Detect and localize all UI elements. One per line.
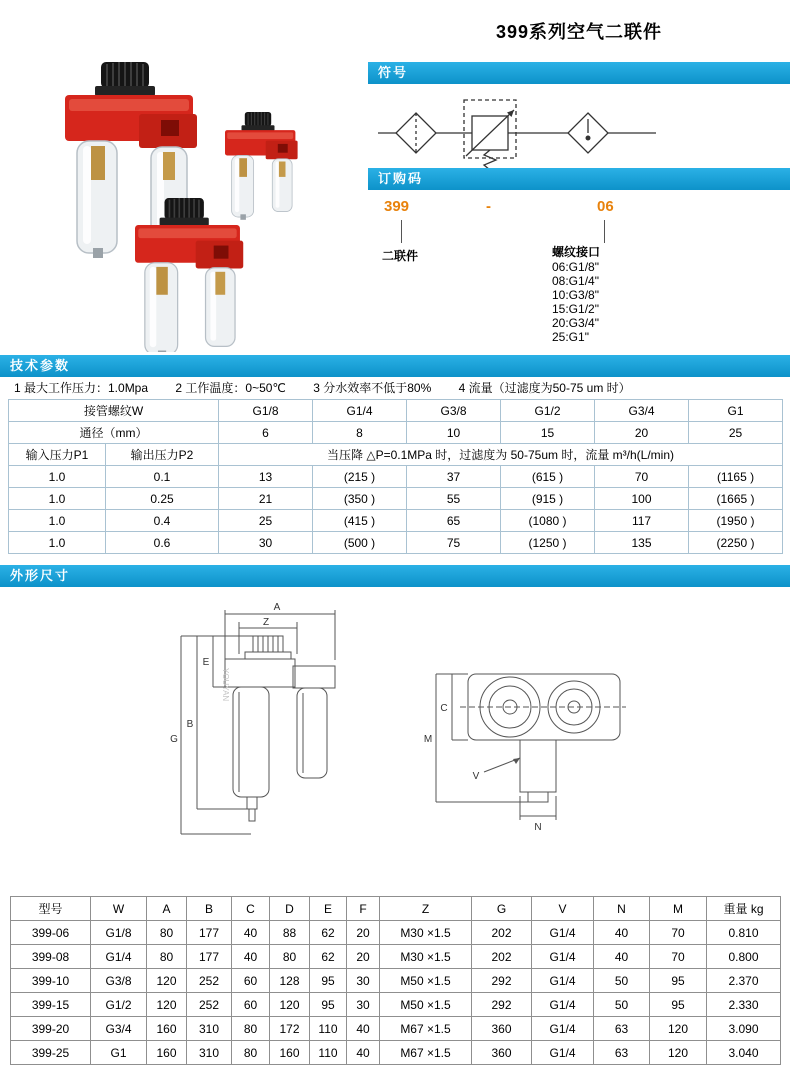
table-cell: 30 — [347, 993, 380, 1017]
table-cell: 当压降 △P=0.1MPa 时，过滤度为 50-75um 时，流量 m³/h(L/min) — [219, 444, 783, 466]
table-cell: 0.4 — [106, 510, 219, 532]
table-cell: 63 — [594, 1017, 650, 1041]
order-series-code: 399 — [384, 198, 410, 215]
table-cell: 95 — [310, 969, 347, 993]
table-cell: 40 — [232, 945, 270, 969]
table-cell: 8 — [313, 422, 407, 444]
table-header-cell: N — [594, 897, 650, 921]
thread-size-option: 06:G1/8" — [552, 260, 599, 274]
table-cell: G1/4 — [532, 1041, 594, 1065]
table-cell: 63 — [594, 1041, 650, 1065]
table-cell: 13 — [219, 466, 313, 488]
table-row — [9, 488, 783, 510]
table-cell: G1 — [91, 1041, 147, 1065]
table-header-cell: D — [270, 897, 310, 921]
table-cell: 70 — [595, 466, 689, 488]
table-cell: 88 — [270, 921, 310, 945]
dim-label-c: C — [440, 703, 448, 714]
table-row — [9, 466, 783, 488]
table-cell: 80 — [270, 945, 310, 969]
table-cell: 62 — [310, 945, 347, 969]
table-cell: 20 — [595, 422, 689, 444]
table-cell: M50 ×1.5 — [380, 969, 472, 993]
table-cell: 0.810 — [707, 921, 781, 945]
table-cell: 30 — [219, 532, 313, 554]
table-cell: 160 — [147, 1041, 187, 1065]
table-cell: 177 — [187, 921, 232, 945]
table-row — [11, 1041, 781, 1065]
table-cell: (1250 ) — [501, 532, 595, 554]
table-cell: G1/4 — [532, 921, 594, 945]
table-cell: (215 ) — [313, 466, 407, 488]
table-cell: 399-15 — [11, 993, 91, 1017]
dim-table-body — [11, 921, 781, 1065]
pneumatic-circuit-symbol — [372, 88, 662, 180]
table-cell: 252 — [187, 993, 232, 1017]
table-cell: 0.6 — [106, 532, 219, 554]
table-cell: (2250 ) — [689, 532, 783, 554]
thread-size-option: 08:G1/4" — [552, 274, 599, 288]
table-cell: 30 — [347, 969, 380, 993]
table-cell: 80 — [147, 945, 187, 969]
table-cell: 80 — [232, 1041, 270, 1065]
table-cell: 20 — [347, 921, 380, 945]
table-cell: 399-08 — [11, 945, 91, 969]
section-header-order-code: 订购码 — [368, 168, 790, 190]
table-cell: 360 — [472, 1017, 532, 1041]
table-cell: 120 — [650, 1041, 707, 1065]
table-cell: M30 ×1.5 — [380, 921, 472, 945]
table-cell: 25 — [219, 510, 313, 532]
table-header-cell: W — [91, 897, 147, 921]
table-cell: 1.0 — [9, 532, 106, 554]
table-cell: 0.800 — [707, 945, 781, 969]
product-photo — [45, 50, 355, 352]
table-cell: 172 — [270, 1017, 310, 1041]
table-cell: 10 — [407, 422, 501, 444]
table-cell: 0.25 — [106, 488, 219, 510]
table-cell: G3/8 — [407, 400, 501, 422]
table-cell: 202 — [472, 945, 532, 969]
table-row — [9, 532, 783, 554]
table-cell: 110 — [310, 1041, 347, 1065]
table-cell: 120 — [650, 1017, 707, 1041]
table-cell: G3/4 — [595, 400, 689, 422]
table-cell: 202 — [472, 921, 532, 945]
table-cell: G1/2 — [501, 400, 595, 422]
top-view-svg — [410, 650, 660, 860]
table-cell: 252 — [187, 969, 232, 993]
table-cell: 60 — [232, 993, 270, 1017]
thread-size-options — [552, 260, 599, 344]
table-cell: G1/8 — [219, 400, 313, 422]
table-cell: 95 — [650, 993, 707, 1017]
table-row — [11, 969, 781, 993]
table-cell: (1665 ) — [689, 488, 783, 510]
table-cell: 40 — [594, 945, 650, 969]
thread-size-option: 25:G1" — [552, 330, 589, 344]
dim-label-b: B — [186, 719, 194, 730]
table-cell: 21 — [219, 488, 313, 510]
table-cell: G1/4 — [91, 945, 147, 969]
thread-size-option: 10:G3/8" — [552, 288, 599, 302]
table-cell: 128 — [270, 969, 310, 993]
table-cell: 120 — [270, 993, 310, 1017]
table-cell: G1/4 — [532, 969, 594, 993]
thread-size-option: 20:G3/4" — [552, 316, 599, 330]
front-view-drawing — [165, 596, 395, 888]
table-cell: 输入压力P1 — [9, 444, 106, 466]
table-cell: 95 — [650, 969, 707, 993]
table-cell: 117 — [595, 510, 689, 532]
table-cell: G1/4 — [532, 993, 594, 1017]
tech-table-body — [9, 466, 783, 554]
table-cell: G1/4 — [532, 1017, 594, 1041]
table-cell: M30 ×1.5 — [380, 945, 472, 969]
table-cell: 75 — [407, 532, 501, 554]
table-cell: 3.090 — [707, 1017, 781, 1041]
table-cell: 70 — [650, 945, 707, 969]
table-cell: (350 ) — [313, 488, 407, 510]
dim-label-m: M — [423, 734, 433, 745]
table-cell: 292 — [472, 993, 532, 1017]
dim-label-g: G — [170, 734, 178, 745]
tech-notes — [14, 379, 784, 396]
dim-label-z: Z — [262, 617, 270, 628]
table-header-row — [11, 897, 781, 921]
table-header-cell: M — [650, 897, 707, 921]
table-row — [11, 921, 781, 945]
tech-note: 1 最大工作压力：1.0Mpa — [14, 381, 149, 395]
table-cell: G1/4 — [532, 945, 594, 969]
table-cell: 1.0 — [9, 488, 106, 510]
table-header-cell: F — [347, 897, 380, 921]
table-header-cell: E — [310, 897, 347, 921]
table-cell: 接管螺纹W — [9, 400, 219, 422]
table-cell: 20 — [347, 945, 380, 969]
table-cell: 40 — [347, 1017, 380, 1041]
table-cell: 25 — [689, 422, 783, 444]
table-cell: 80 — [232, 1017, 270, 1041]
order-size-label: 螺纹接口 — [552, 245, 601, 259]
table-cell: M67 ×1.5 — [380, 1041, 472, 1065]
table-cell: 399-25 — [11, 1041, 91, 1065]
table-header-cell: 型号 — [11, 897, 91, 921]
table-cell: (1080 ) — [501, 510, 595, 532]
page-title: 399系列空气二联件 — [495, 22, 663, 42]
table-row — [11, 945, 781, 969]
table-cell: (1165 ) — [689, 466, 783, 488]
table-cell: 40 — [594, 921, 650, 945]
table-cell: G1/8 — [91, 921, 147, 945]
table-cell: 37 — [407, 466, 501, 488]
table-cell: (915 ) — [501, 488, 595, 510]
table-cell: 输出压力P2 — [106, 444, 219, 466]
table-row — [11, 993, 781, 1017]
dim-label-n: N — [534, 822, 542, 833]
front-view-svg — [165, 596, 395, 888]
table-cell: G3/4 — [91, 1017, 147, 1041]
table-cell: G1/4 — [313, 400, 407, 422]
table-cell: 399-06 — [11, 921, 91, 945]
table-cell: 2.370 — [707, 969, 781, 993]
table-cell: 120 — [147, 969, 187, 993]
order-connector-line-size — [604, 220, 605, 243]
table-cell: 292 — [472, 969, 532, 993]
tech-specs-table — [8, 399, 783, 554]
table-cell: 360 — [472, 1041, 532, 1065]
table-header-cell: B — [187, 897, 232, 921]
table-row — [9, 510, 783, 532]
dim-label-v: V — [472, 771, 480, 782]
table-cell: 110 — [310, 1017, 347, 1041]
table-cell: 通径（mm） — [9, 422, 219, 444]
dimensions-table — [10, 896, 781, 1065]
table-header-cell: C — [232, 897, 270, 921]
table-header-cell: A — [147, 897, 187, 921]
table-row — [9, 400, 783, 422]
table-cell: G1 — [689, 400, 783, 422]
table-cell: 1.0 — [9, 466, 106, 488]
tech-note: 3 分水效率不低于80% — [313, 381, 432, 395]
tech-note: 4 流量（过滤度为50-75 um 时） — [458, 381, 631, 395]
dim-label-e: E — [202, 657, 210, 668]
table-cell: 310 — [187, 1041, 232, 1065]
table-cell: 310 — [187, 1017, 232, 1041]
section-header-symbol: 符号 — [368, 62, 790, 84]
table-cell: (1950 ) — [689, 510, 783, 532]
top-view-drawing — [410, 650, 660, 860]
table-cell: (500 ) — [313, 532, 407, 554]
order-code-dash: - — [486, 198, 491, 215]
table-cell: 0.1 — [106, 466, 219, 488]
table-cell: 3.040 — [707, 1041, 781, 1065]
drawing-watermark: YOUYAN — [221, 668, 230, 702]
table-cell: 65 — [407, 510, 501, 532]
table-header-cell: 重量 kg — [707, 897, 781, 921]
table-header-cell: Z — [380, 897, 472, 921]
thread-size-option: 15:G1/2" — [552, 302, 599, 316]
table-cell: G1/2 — [91, 993, 147, 1017]
table-row — [9, 444, 783, 466]
table-cell: 1.0 — [9, 510, 106, 532]
frl-symbol-drawing — [372, 88, 662, 180]
table-cell: 40 — [347, 1041, 380, 1065]
table-cell: (615 ) — [501, 466, 595, 488]
order-connector-line-series — [401, 220, 402, 243]
table-header-cell: V — [532, 897, 594, 921]
table-cell: 120 — [147, 993, 187, 1017]
table-row — [11, 1017, 781, 1041]
table-cell: 50 — [594, 993, 650, 1017]
table-cell: M50 ×1.5 — [380, 993, 472, 1017]
table-cell: 6 — [219, 422, 313, 444]
section-header-outline-dims: 外形尺寸 — [0, 565, 790, 587]
table-cell: 135 — [595, 532, 689, 554]
table-cell: 55 — [407, 488, 501, 510]
table-row — [9, 422, 783, 444]
table-cell: G3/8 — [91, 969, 147, 993]
table-cell: 50 — [594, 969, 650, 993]
table-cell: 160 — [147, 1017, 187, 1041]
table-cell: 399-20 — [11, 1017, 91, 1041]
table-cell: 95 — [310, 993, 347, 1017]
product-photo-illustration — [45, 50, 355, 352]
dim-label-a: A — [273, 602, 281, 613]
table-cell: 100 — [595, 488, 689, 510]
table-cell: 15 — [501, 422, 595, 444]
table-cell: (415 ) — [313, 510, 407, 532]
table-cell: 160 — [270, 1041, 310, 1065]
section-header-tech-params: 技术参数 — [0, 355, 790, 377]
order-series-label: 二联件 — [382, 249, 419, 263]
table-cell: 62 — [310, 921, 347, 945]
table-cell: 60 — [232, 969, 270, 993]
table-cell: 40 — [232, 921, 270, 945]
table-cell: 80 — [147, 921, 187, 945]
tech-note: 2 工作温度：0~50℃ — [175, 381, 286, 395]
order-size-code: 06 — [597, 198, 614, 215]
table-cell: 70 — [650, 921, 707, 945]
table-cell: M67 ×1.5 — [380, 1017, 472, 1041]
table-cell: 177 — [187, 945, 232, 969]
table-header-cell: G — [472, 897, 532, 921]
table-cell: 399-10 — [11, 969, 91, 993]
table-cell: 2.330 — [707, 993, 781, 1017]
